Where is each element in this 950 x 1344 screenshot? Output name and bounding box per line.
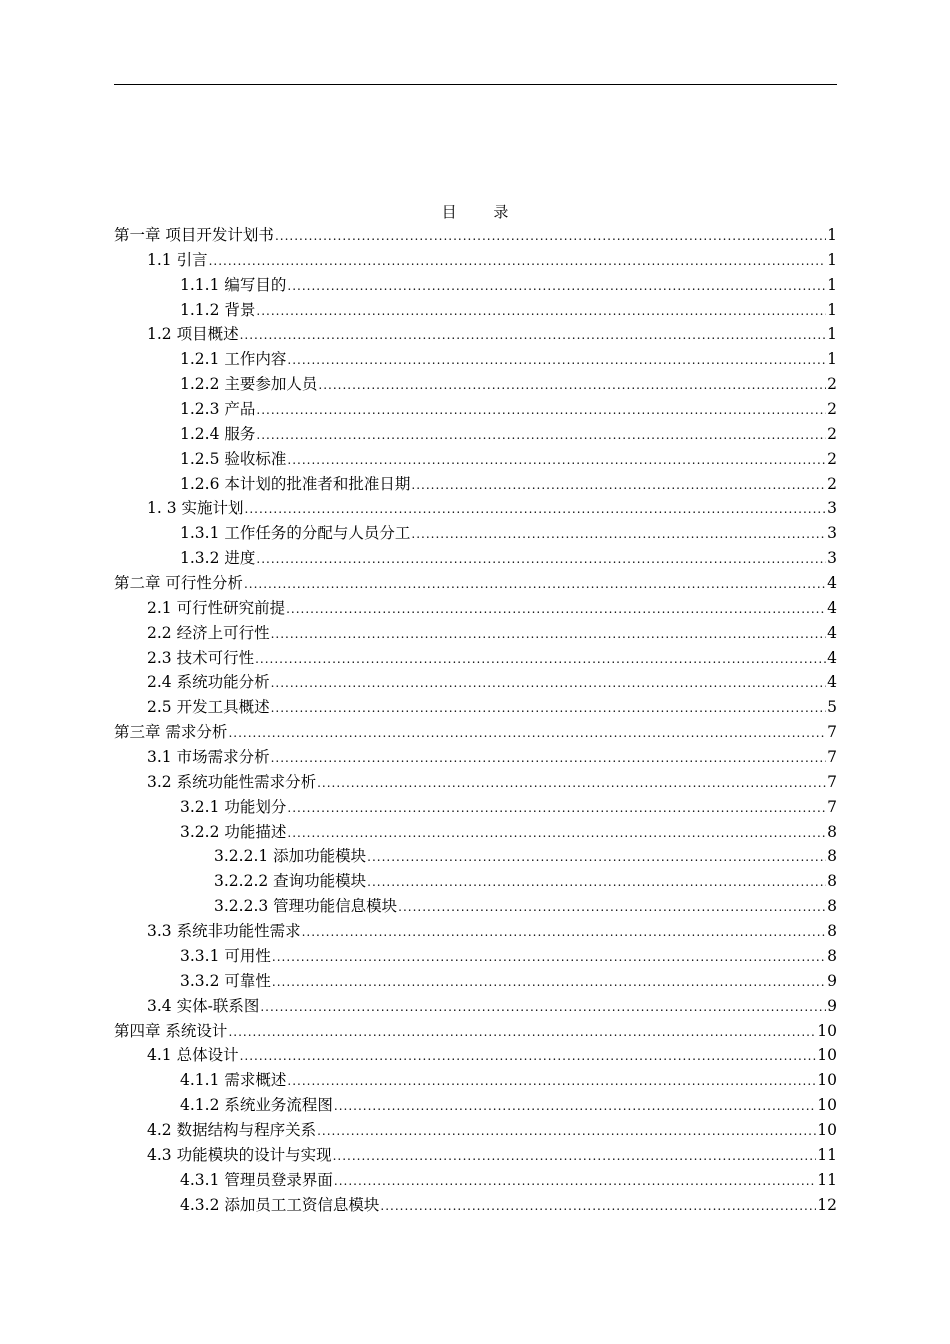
toc-entry-text: 1.2 项目概述 [147,325,239,344]
toc-dot-leader [256,398,826,423]
toc-entry[interactable] [114,223,837,248]
toc-dot-leader [317,1119,816,1144]
toc-dot-leader [318,373,826,398]
toc-dot-leader [240,323,827,348]
toc-page-number: 10 [817,1120,837,1139]
toc-entry[interactable] [114,695,837,720]
toc-dot-leader [317,771,826,796]
toc-page-number: 9 [827,971,837,990]
toc-entry[interactable] [114,745,837,770]
toc-page-number: 3 [827,524,837,543]
toc-page-number: 8 [827,872,837,891]
toc-entry-text: 1.3.2 进度 [180,549,256,568]
toc-page-number: 7 [827,723,837,742]
toc-dot-leader [411,473,826,498]
toc-entry-text: 3.2 系统功能性需求分析 [147,772,317,791]
toc-dot-leader [287,348,826,373]
toc-dot-leader [260,995,826,1020]
toc-dot-leader [256,299,826,324]
toc-dot-leader [272,970,826,995]
toc-page-number: 4 [827,598,837,617]
toc-page-number: 11 [817,1145,837,1164]
toc-page-number: 1 [827,250,837,269]
toc-entry[interactable] [114,298,837,323]
toc-entry-text: 4.3 功能模块的设计与实现 [147,1145,332,1164]
toc-dot-leader [398,895,826,920]
toc-entry[interactable] [114,248,837,273]
toc-entry[interactable] [114,596,837,621]
toc-entry[interactable] [114,1068,837,1093]
toc-dot-leader [255,647,826,672]
toc-entry-text: 1.2.2 主要参加人员 [180,375,318,394]
toc-dot-leader [367,845,826,870]
toc-dot-leader [286,597,826,622]
toc-dot-leader [333,1144,817,1169]
toc-dot-leader [287,1069,816,1094]
toc-entry[interactable] [114,994,837,1019]
toc-page-number: 10 [817,1021,837,1040]
toc-page-number: 10 [817,1071,837,1090]
toc-page-number: 1 [827,275,837,294]
toc-entry-text: 4.1.2 系统业务流程图 [180,1096,333,1115]
toc-entry-text: 3.2.2.2 查询功能模块 [214,872,367,891]
toc-page-number: 11 [817,1170,837,1189]
toc-dot-leader [367,870,826,895]
toc-entry-text: 第四章 系统设计 [114,1021,228,1040]
toc-entry[interactable] [114,795,837,820]
toc-dot-leader [209,249,827,274]
toc-page-number: 4 [827,648,837,667]
toc-entry[interactable] [114,273,837,298]
toc-dot-leader [228,721,826,746]
toc-entry[interactable] [114,347,837,372]
toc-entry-text: 第二章 可行性分析 [114,574,243,593]
toc-entry-text: 1.2.5 验收标准 [180,449,287,468]
toc-entry[interactable] [114,646,837,671]
toc-entry[interactable] [114,820,837,845]
toc-entry[interactable] [114,919,837,944]
toc-entry-text: 1.2.6 本计划的批准者和批准日期 [180,474,411,493]
toc-entry-text: 3.2.2.3 管理功能信息模块 [214,897,398,916]
toc-dot-leader [244,572,826,597]
toc-entry-text: 2.5 开发工具概述 [147,698,270,717]
toc-dot-leader [271,671,827,696]
toc-entry-text: 第一章 项目开发计划书 [114,226,274,244]
toc-entry[interactable] [114,894,837,919]
toc-entry[interactable] [114,670,837,695]
toc-dot-leader [287,796,826,821]
toc-entry-text: 2.4 系统功能分析 [147,673,270,692]
toc-entry-text: 第三章 需求分析 [114,723,228,742]
toc-entry[interactable] [114,422,837,447]
toc-page-number: 10 [817,1096,837,1115]
toc-entry[interactable] [114,621,837,646]
toc-dot-leader [275,224,826,249]
toc-page-number: 3 [827,499,837,518]
toc-page-number: 7 [827,748,837,767]
toc-entry[interactable] [114,447,837,472]
toc-dot-leader [271,622,827,647]
toc-entry[interactable] [114,720,837,745]
toc-entry[interactable] [114,472,837,497]
toc-entry-text: 3.2.1 功能划分 [180,797,287,816]
toc-dot-leader [228,1020,816,1045]
toc-page-number: 8 [827,897,837,916]
toc-page-number: 4 [827,673,837,692]
toc-entry-text: 2.2 经济上可行性 [147,623,270,642]
toc-entry[interactable] [114,322,837,347]
toc-entry[interactable] [114,1118,837,1143]
toc-dot-leader [256,423,826,448]
toc-entry[interactable] [114,770,837,795]
toc-page-number: 1 [827,300,837,319]
toc-entry[interactable] [114,1143,837,1168]
toc-entry[interactable] [114,1168,837,1193]
toc-page-number: 3 [827,549,837,568]
toc-page-number: 5 [827,698,837,717]
toc-entry-text: 1.3.1 工作任务的分配与人员分工 [180,524,411,543]
toc-entry-text: 4.3.1 管理员登录界面 [180,1170,333,1189]
header-rule [114,84,837,85]
toc-entry-text: 3.4 实体-联系图 [147,996,260,1015]
toc-entry[interactable] [114,844,837,869]
toc-entry-text: 3.2.2.1 添加功能模块 [214,847,367,866]
toc-entry[interactable] [114,372,837,397]
toc-entry-text: 4.1.1 需求概述 [180,1071,287,1090]
toc-entry[interactable] [114,869,837,894]
toc-page-number: 8 [827,847,837,866]
toc-entry[interactable] [114,944,837,969]
toc-dot-leader [334,1094,816,1119]
toc-entry-text: 1.2.4 服务 [180,424,256,443]
toc-page-number: 7 [827,797,837,816]
toc-page-number: 2 [827,449,837,468]
toc-dot-leader [302,920,827,945]
toc-page-number: 2 [827,400,837,419]
toc-page-number: 7 [827,772,837,791]
toc-dot-leader [334,1169,816,1194]
toc-entry-text: 4.2 数据结构与程序关系 [147,1120,317,1139]
toc-entry[interactable] [114,1193,837,1218]
toc-title: 目 录 [441,203,525,221]
toc-entry[interactable] [114,397,837,422]
toc-entry[interactable] [114,546,837,571]
toc-page-number: 2 [827,424,837,443]
toc-dot-leader [287,448,826,473]
toc-entry-text: 1.1.1 编写目的 [180,275,287,294]
toc-page-number: 9 [827,996,837,1015]
toc-page-number: 1 [827,325,837,344]
toc-entry-text: 1. 3 实施计划 [147,499,244,518]
toc-entry-text: 4.1 总体设计 [147,1046,239,1065]
toc-dot-leader [380,1194,816,1219]
toc-dot-leader [256,547,826,572]
toc-page-number: 8 [827,946,837,965]
toc-page-number: 1 [827,350,837,369]
toc-page-number: 8 [827,922,837,941]
toc-page-number: 10 [817,1046,837,1065]
toc-entry[interactable] [114,521,837,546]
toc-entry[interactable] [114,1043,837,1068]
toc-entry-text: 3.1 市场需求分析 [147,748,270,767]
toc-entry[interactable] [114,969,837,994]
toc-page-number: 4 [827,574,837,593]
toc-dot-leader [287,274,826,299]
toc-dot-leader [240,1044,817,1069]
toc-dot-leader [287,821,826,846]
table-of-contents [114,223,837,1217]
toc-entry[interactable] [114,1093,837,1118]
toc-entry[interactable] [114,571,837,596]
toc-page-number: 4 [827,623,837,642]
toc-page-number: 12 [817,1195,837,1214]
toc-entry-text: 3.3 系统非功能性需求 [147,922,301,941]
toc-entry[interactable] [114,1019,837,1044]
toc-entry-text: 3.3.2 可靠性 [180,971,271,990]
toc-entry-text: 1.1 引言 [147,250,208,269]
toc-dot-leader [272,945,826,970]
toc-entry-text: 1.2.3 产品 [180,400,256,419]
toc-page-number: 2 [827,474,837,493]
toc-dot-leader [271,746,827,771]
toc-page-number: 2 [827,375,837,394]
toc-dot-leader [271,696,827,721]
toc-entry[interactable] [114,496,837,521]
toc-dot-leader [245,497,827,522]
toc-page-number: 8 [827,822,837,841]
toc-dot-leader [411,522,826,547]
toc-entry-text: 3.2.2 功能描述 [180,822,287,841]
toc-entry-text: 1.1.2 背景 [180,300,256,319]
toc-entry-text: 2.3 技术可行性 [147,648,255,667]
toc-entry-text: 3.3.1 可用性 [180,946,271,965]
toc-entry-text: 4.3.2 添加员工工资信息模块 [180,1195,380,1214]
toc-entry-text: 1.2.1 工作内容 [180,350,287,369]
toc-entry-text: 2.1 可行性研究前提 [147,598,286,617]
toc-page-number: 1 [827,226,837,244]
